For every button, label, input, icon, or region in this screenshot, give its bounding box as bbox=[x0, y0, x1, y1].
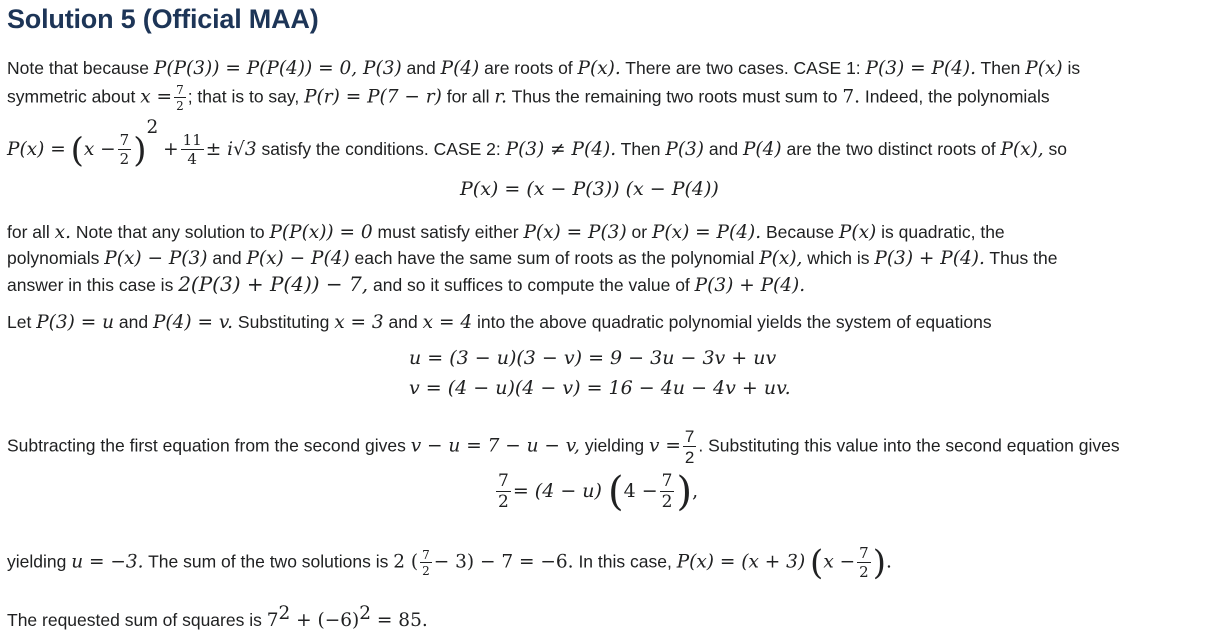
right-paren: ) bbox=[872, 543, 886, 583]
right-paren: ) bbox=[133, 130, 147, 171]
text: are roots of bbox=[479, 58, 578, 78]
text: The sum of the two solutions is bbox=[143, 551, 394, 572]
solution-title: Solution 5 (Official MAA) bbox=[7, 4, 319, 34]
math: P(x), bbox=[759, 248, 803, 269]
math: P(x) = bbox=[7, 139, 66, 160]
math: x = bbox=[140, 86, 173, 108]
text: There are two cases. CASE 1: bbox=[620, 58, 866, 78]
text: . Substituting this value into the second equation gives bbox=[698, 435, 1120, 456]
fraction: $\frac{7}{2}$ bbox=[119, 131, 130, 169]
paragraph-4 bbox=[7, 428, 1120, 466]
fraction: $\frac{7}{2}$ bbox=[684, 427, 695, 467]
math: 7 bbox=[266, 609, 279, 631]
math: 7. bbox=[842, 86, 860, 108]
left-paren: ( bbox=[70, 130, 84, 171]
math: x = 3 bbox=[334, 312, 384, 333]
text: The requested sum of squares is bbox=[7, 609, 267, 630]
right-paren: ) bbox=[676, 469, 693, 515]
math: v − u = 7 − u − v, bbox=[410, 435, 580, 457]
math: P(4) bbox=[440, 58, 480, 79]
math: P(P(x)) = 0 bbox=[269, 222, 373, 243]
fraction: $\frac{7}{2}$ bbox=[859, 544, 869, 581]
math: = (4 − u) bbox=[512, 480, 602, 502]
math: − 3) − 7 = −6. bbox=[433, 551, 574, 573]
math: P(3) ≠ P(4). bbox=[505, 139, 617, 160]
math: P(x) = P(3) bbox=[523, 222, 627, 243]
math: P(r) = P(7 − r) bbox=[304, 86, 442, 108]
text: are the two distinct roots of bbox=[781, 139, 1001, 159]
text: and bbox=[704, 139, 743, 159]
math: u = −3. bbox=[71, 551, 144, 573]
math: P(3) + P(4). bbox=[694, 275, 806, 296]
text: Note that any solution to bbox=[70, 222, 270, 242]
text: and bbox=[383, 312, 423, 332]
paragraph-2-line-1 bbox=[7, 222, 1005, 243]
display-equation-1: P(x) = (x − P(3)) (x − P(4)) bbox=[460, 178, 719, 200]
math: P(x) bbox=[838, 222, 877, 243]
text: Then bbox=[975, 58, 1026, 78]
text: and bbox=[114, 312, 153, 332]
text: Substituting bbox=[233, 312, 335, 332]
text: symmetric about bbox=[7, 86, 141, 107]
math: P(3) = u bbox=[36, 312, 115, 333]
left-paren: ( bbox=[810, 543, 824, 583]
math: 2 ( bbox=[393, 551, 419, 573]
math: r. bbox=[494, 86, 508, 108]
text: for all bbox=[7, 222, 55, 242]
math: x = 4 bbox=[422, 312, 473, 333]
text: ; that is to say, bbox=[187, 86, 305, 107]
text: satisfy the conditions. CASE 2: bbox=[256, 139, 506, 159]
paragraph-2-line-3 bbox=[7, 274, 805, 296]
math: P(3) = P(4). bbox=[865, 58, 976, 79]
math: x − bbox=[823, 551, 856, 573]
math: P(x) − P(3) bbox=[104, 248, 208, 269]
text: which is bbox=[802, 248, 875, 268]
text: so bbox=[1043, 139, 1068, 159]
fraction: $\frac{7}{2}$ bbox=[498, 471, 509, 512]
math: P(x) = (x + 3) bbox=[676, 551, 806, 573]
math: P(4) bbox=[742, 139, 782, 160]
text: into the above quadratic polynomial yields the system of equations bbox=[472, 312, 992, 332]
math: . bbox=[885, 551, 892, 573]
paragraph-1-line-2 bbox=[7, 84, 1050, 112]
text: and bbox=[207, 248, 247, 268]
paragraph-1-line-1 bbox=[7, 58, 1080, 79]
text: Thus the remaining two roots must sum to bbox=[507, 86, 843, 107]
text: Note that because bbox=[7, 58, 154, 78]
text: yielding bbox=[579, 435, 650, 456]
math: , bbox=[692, 480, 699, 502]
exponent: 2 bbox=[146, 117, 159, 138]
text: and bbox=[401, 58, 441, 78]
fraction: $\frac{7}{2}$ bbox=[661, 471, 673, 512]
display-equation-2 bbox=[494, 469, 699, 515]
paragraph-1-line-3 bbox=[7, 117, 1068, 171]
text: answer in this case is bbox=[7, 275, 179, 295]
text: yielding bbox=[7, 551, 72, 572]
text: for all bbox=[441, 86, 495, 107]
math: P(3) bbox=[665, 139, 705, 160]
text: and so it suffices to compute the value of bbox=[368, 275, 695, 295]
text: is bbox=[1062, 58, 1081, 78]
paragraph-6 bbox=[7, 604, 428, 631]
paragraph-5 bbox=[7, 543, 892, 583]
math: 2(P(3) + P(4)) − 7, bbox=[178, 272, 369, 296]
fraction: $\frac{7}{2}$ bbox=[176, 83, 184, 113]
math: + (−6) bbox=[290, 609, 360, 631]
exponent: 2 bbox=[359, 603, 372, 624]
math: P(x) bbox=[1025, 58, 1063, 79]
equation-2: v = (4 − u)(4 − v) = 16 − 4u − 4v + uv. bbox=[409, 377, 791, 399]
math: P(P(3)) = P(P(4)) = 0, P(3) bbox=[153, 58, 402, 79]
text: each have the same sum of roots as the polynomial bbox=[349, 248, 760, 268]
math: = 85. bbox=[371, 609, 428, 631]
math: ± i√3 bbox=[205, 139, 257, 160]
text: Subtracting the first equation from the second gives bbox=[7, 435, 411, 456]
text: Thus the bbox=[984, 248, 1058, 268]
paragraph-3 bbox=[7, 312, 992, 333]
text: Indeed, the polynomials bbox=[859, 86, 1050, 107]
text: must satisfy either bbox=[372, 222, 524, 242]
text: In this case, bbox=[573, 551, 677, 572]
math: 4 − bbox=[623, 480, 658, 502]
math: x − bbox=[83, 139, 116, 160]
text: or bbox=[626, 222, 652, 242]
math: P(3) + P(4). bbox=[874, 248, 985, 269]
text: Because bbox=[761, 222, 839, 242]
math: P(x). bbox=[577, 58, 621, 79]
math: P(x), bbox=[1000, 139, 1044, 160]
text: Then bbox=[616, 139, 666, 159]
fraction: $\frac{11}{4}$ bbox=[182, 131, 202, 169]
fraction: $\frac{7}{2}$ bbox=[422, 548, 430, 578]
exponent: 2 bbox=[278, 603, 291, 624]
math: x. bbox=[54, 222, 71, 243]
math: P(x) − P(4) bbox=[246, 248, 350, 269]
math: P(4) = v. bbox=[152, 312, 234, 333]
math: v = bbox=[649, 435, 681, 457]
text: polynomials bbox=[7, 248, 105, 268]
text: Let bbox=[7, 312, 37, 332]
paragraph-2-line-2 bbox=[7, 248, 1057, 269]
math: P(x) = P(4). bbox=[651, 222, 762, 243]
math: + bbox=[163, 139, 179, 160]
left-paren: ( bbox=[607, 469, 624, 515]
text: is quadratic, the bbox=[876, 222, 1005, 242]
equation-1: u = (3 − u)(3 − v) = 9 − 3u − 3v + uv bbox=[409, 347, 777, 369]
